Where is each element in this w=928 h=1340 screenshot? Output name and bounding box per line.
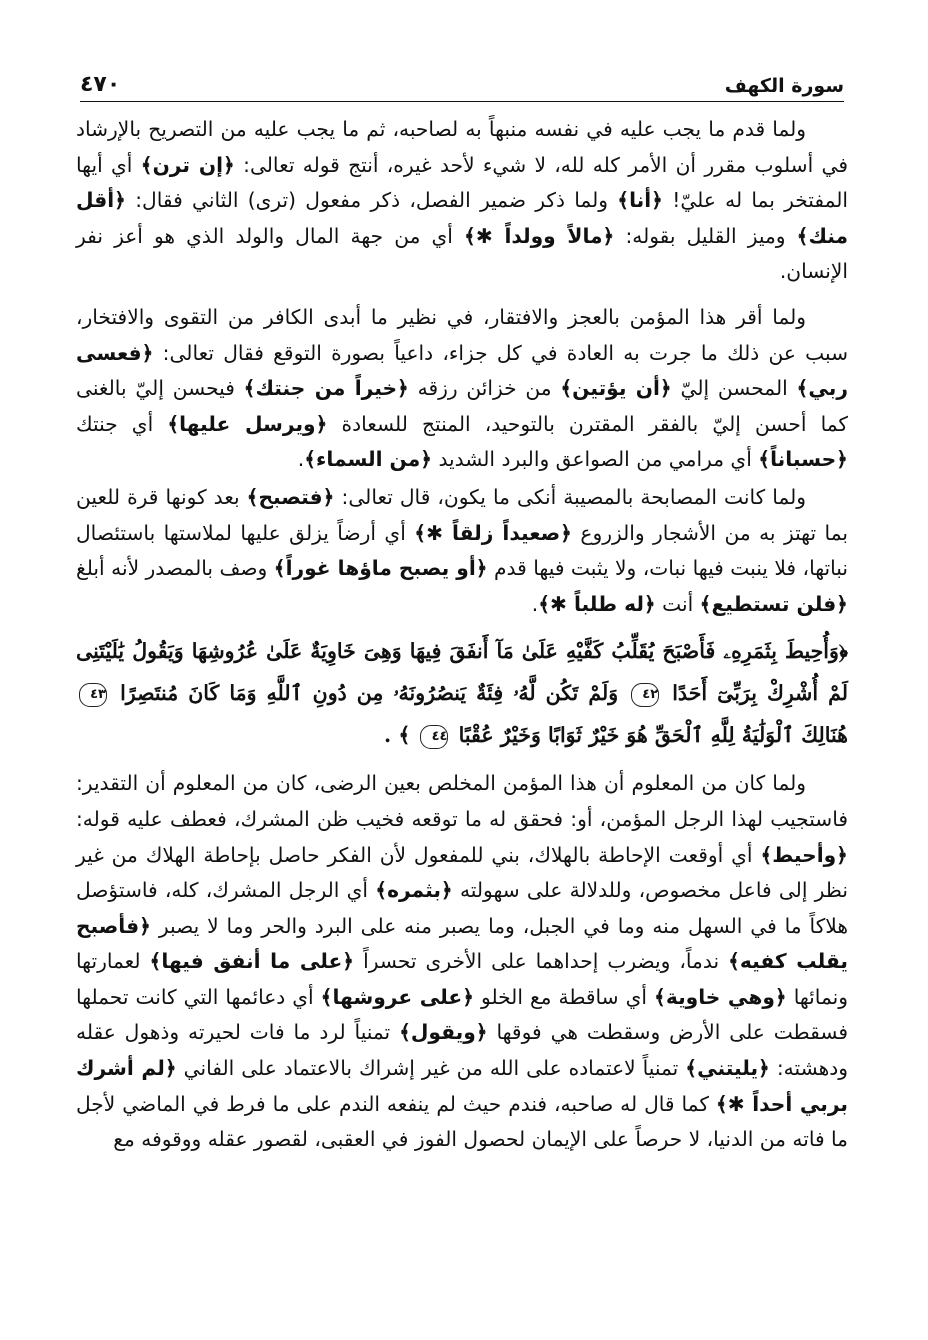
- commentary-text: لعمارتها ونمائها: [76, 949, 848, 1009]
- verse-43-text: وَلَمْ تَكُن لَّهُۥ فِئَةٌ يَنصُرُونَهُۥ مِن دُونِ ٱللَّهِ وَمَا كَانَ مُنتَصِرًا: [120, 681, 619, 706]
- quran-quote: ﴿فلن تستطيع﴾: [699, 591, 848, 616]
- commentary-text: أي ساقطة مع الخلو: [474, 984, 654, 1009]
- verse-44-text: هُنَالِكَ ٱلْوَلَٰيَةُ لِلَّهِ ٱلْحَقِّ هُوَ خَيْرٌ ثَوَابًا وَخَيْرٌ عُقْبًا: [458, 723, 848, 748]
- commentary-text: أي دعائمها التي كانت تحملها فسقطت على الأرض وسقطت هي فوقها: [76, 984, 848, 1045]
- quran-quote: ﴿فأصبح يقلب كفيه﴾: [76, 913, 848, 974]
- quran-quote: ﴿إن ترن﴾: [140, 152, 235, 177]
- page-header: [80, 62, 844, 102]
- commentary-text: أنت: [655, 591, 700, 616]
- commentary-text: ندماً، ويضرب إحداهما على الأخرى تحسراً: [354, 949, 729, 974]
- quran-quote: ﴿أو يصبح ماؤها غوراً﴾: [273, 556, 488, 581]
- commentary-text: المحسن إليّ: [671, 376, 797, 401]
- commentary-text: .: [531, 591, 539, 616]
- commentary-text: أي الرجل المشرك، كله، فاستؤصل هلاكاً ما في السهل منه وما في الجبل، وما يصبر منه على البرد والحر وما لا يصبر: [76, 878, 848, 938]
- quran-quote: ﴿وهي خاوية﴾: [654, 984, 787, 1009]
- quran-quote: ﴿أنا﴾: [617, 188, 663, 213]
- surah-title: سورة الكهف: [724, 75, 844, 97]
- commentary-text: ولما أقر هذا المؤمن بالعجز والافتقار، في نظير ما أبدى الكافر من التقوى والافتخار، سبب عن ذلك ما جرت به العادة في كل جزاء، داعياً بصورة التوقع فقال تعالى:: [76, 304, 848, 365]
- commentary-text: ولما كانت المصابحة بالمصيبة أنكى ما يكون، قال تعالى:: [334, 484, 806, 509]
- quran-quote: ﴿له طلباً ✱﴾: [538, 591, 656, 616]
- commentary-text: أي جنتك: [76, 411, 168, 436]
- commentary-text: تمنياً لاعتماده على الله من غير إشراك بالاعتماد على الفاني: [176, 1056, 686, 1081]
- commentary-text: كما قال له صاحبه، فندم حيث لم ينفعه الندم على ما فرط في الماضي لأجل ما فاته من الدنيا، لا حرصاً على الإيمان لحصول الفوز في العقبى، لقصور عقله ووقوفه مع: [76, 1091, 848, 1152]
- commentary-text: أي من جهة المال والولد الذي هو أعز نفر الإنسان.: [76, 223, 848, 284]
- quran-verse-block: [76, 630, 848, 756]
- quran-quote: ﴿حسباناً﴾: [758, 447, 848, 472]
- quran-quote: ﴿من السماء﴾: [304, 447, 433, 472]
- ayah-number-marker: ٤٢: [631, 683, 659, 707]
- commentary-text: وميز القليل بقوله:: [614, 223, 797, 248]
- commentary-text: أي مرامي من الصواعق والبرد الشديد: [432, 447, 759, 472]
- commentary-text: بعد كونها قرة للعين بما تهتز به من الأشجار والزروع: [76, 484, 848, 545]
- commentary-text: أي أوقعت الإحاطة بالهلاك، بني للمفعول لأن الفكر حاصل بإحاطة الهلاك من غير نظر إلى فاعل مخصوص، وللدلالة على سهولته: [76, 842, 848, 903]
- quran-quote: ﴿وأحيط﴾: [760, 842, 848, 867]
- quran-quote: ﴿صعيداً زلقاً ✱﴾: [414, 520, 572, 545]
- quran-quote: ﴿فعسى ربي﴾: [76, 340, 848, 401]
- page-number: ٤٧٠: [80, 72, 121, 97]
- paragraph: [76, 480, 848, 622]
- commentary-text: من خزائن رزقه: [408, 376, 561, 401]
- quran-quote: ﴿مالاً وولداً ✱﴾: [464, 223, 615, 248]
- commentary-text: أي أيها المفتخر بما له عليّ!: [76, 152, 848, 213]
- quran-quote: ﴿ويقول﴾: [399, 1020, 488, 1045]
- paragraph: [76, 300, 848, 478]
- ayah-number-marker: ٤٤: [420, 725, 448, 749]
- commentary-text: تمنياً لرد ما فات لحيرته وذهول عقله ودهشته:: [76, 1020, 848, 1081]
- quran-quote: ﴿لم أشرك بربي أحداً ✱﴾: [76, 1056, 848, 1116]
- quran-quote: ﴿أن يؤتين﴾: [560, 376, 672, 401]
- ayah-number-marker: ٤٣: [79, 683, 107, 707]
- paragraph: [76, 112, 848, 290]
- quran-quote: ﴿على عروشها﴾: [320, 984, 475, 1009]
- verse-42-text: ﴿وَأُحِيطَ بِثَمَرِهِۦ فَأَصْبَحَ يُقَلِّبُ كَفَّيْهِ عَلَىٰ مَآ أَنفَقَ فِيهَا وَهِىَ خَاوِيَةٌ عَلَىٰ عُرُوشِهَا وَيَقُولُ يَٰلَيْتَنِى لَمْ أُشْرِكْ بِرَبِّىٓ أَحَدًا: [76, 639, 849, 706]
- commentary-text: وصف بالمصدر لأنه أبلغ: [76, 556, 274, 581]
- quran-quote: ﴿بثمره﴾: [375, 878, 453, 903]
- quran-quote: ﴿فتصبح﴾: [246, 484, 335, 509]
- commentary-text: ولما كان من المعلوم أن هذا المؤمن المخلص بعين الرضى، كان من المعلوم أن التقدير: فاستجيب لهذا الرجل المؤمن، أو: فحقق له ما توقعه فخيب ظن المشرك، فعطف عليه قوله:: [76, 771, 848, 831]
- verse-block-end: ﴾ .: [384, 723, 411, 748]
- commentary-text: فيحسن إليّ بالغنى كما أحسن إليّ بالفقر المقترن بالتوحيد، المنتج للسعادة: [76, 376, 849, 436]
- quran-quote: ﴿أقل منك﴾: [76, 188, 849, 248]
- page-body: [76, 112, 848, 1158]
- quran-quote: ﴿ويرسل عليها﴾: [167, 411, 328, 436]
- quran-quote: ﴿يليتني﴾: [685, 1056, 770, 1081]
- quran-quote: ﴿على ما أنفق فيها﴾: [149, 949, 355, 974]
- paragraph: [76, 766, 848, 1158]
- commentary-text: ولما قدم ما يجب عليه في نفسه منبهاً به لصاحبه، ثم ما يجب عليه من التصريح بالإرشاد في أسلوب مقرر أن الأمر كله لله، لا شيء لأحد غيره، أنتج قوله تعالى:: [76, 117, 848, 177]
- commentary-text: .: [297, 447, 305, 472]
- commentary-text: ولما ذكر ضمير الفصل، ذكر مفعول (ترى) الثاني فقال:: [126, 188, 618, 213]
- quran-quote: ﴿خيراً من جنتك﴾: [243, 376, 409, 401]
- commentary-text: أي أرضاً يزلق عليها لملاستها باستئصال نباتها، فلا ينبت فيها نبات، ولا يثبت فيها قدم: [76, 520, 849, 581]
